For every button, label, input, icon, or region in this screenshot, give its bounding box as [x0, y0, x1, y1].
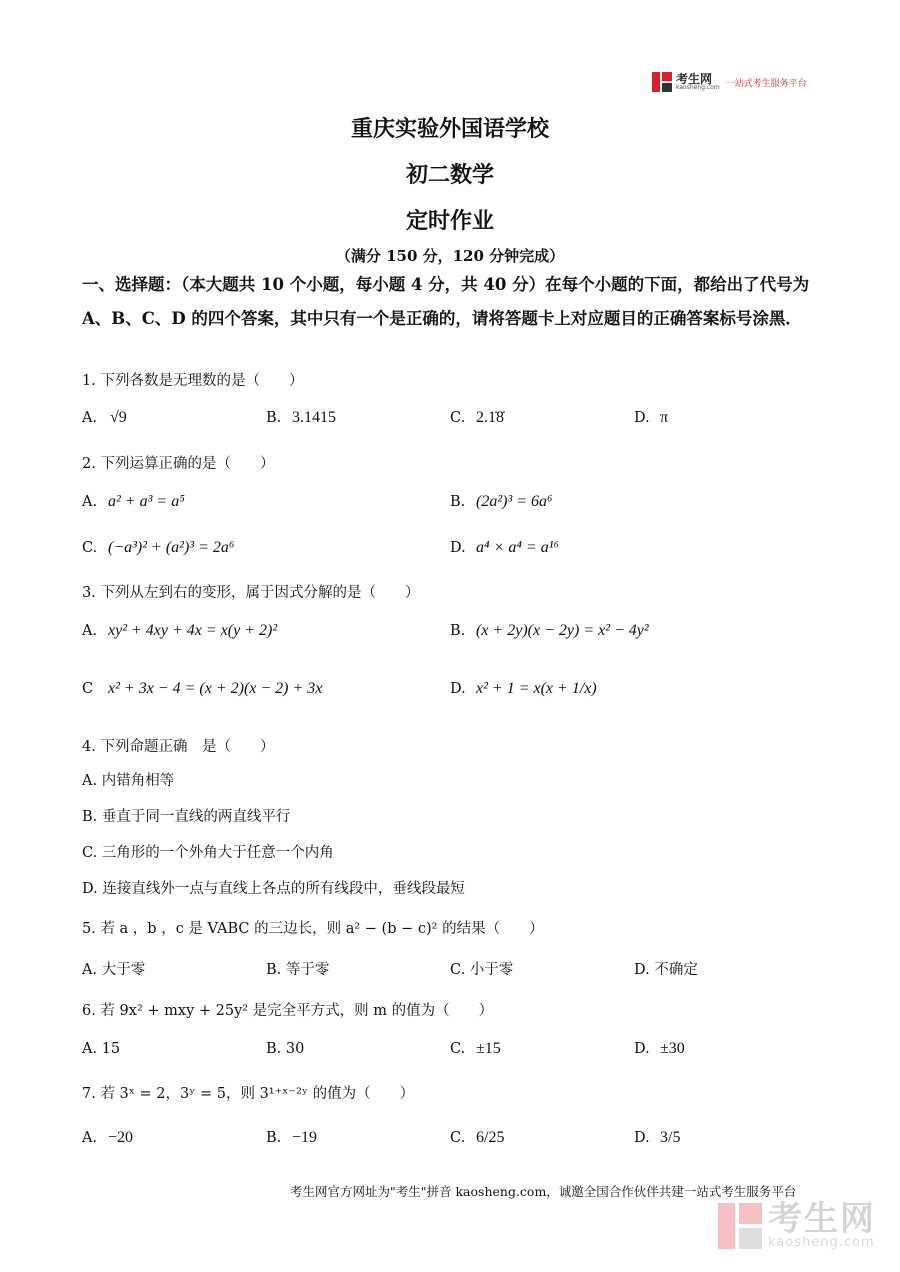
q5-option-b: B. 等于零 [266, 962, 330, 978]
q2-option-b-label: B. [450, 494, 466, 510]
q3-option-c: x² + 3x − 4 = (x + 2)(x − 2) + 3x [108, 680, 323, 697]
q7-option-b: −19 [292, 1129, 318, 1146]
q2-option-d-label: D. [450, 540, 466, 556]
q4-option-c: C. 三角形的一个外角大于任意一个内角 [82, 845, 334, 861]
q6-option-c: ±15 [476, 1040, 501, 1057]
q3-option-b: (x + 2y)(x − 2y) = x² − 4y² [476, 622, 649, 639]
q6-option-d-label: D. [634, 1041, 650, 1057]
watermark-logo [718, 1199, 876, 1250]
watermark-domain: kaosheng.com [768, 1235, 875, 1250]
school-title: 重庆实验外国语学校 [350, 116, 549, 142]
question-1-stem: 1. 下列各数是无理数的是（ ） [82, 373, 304, 389]
q1-option-b: 3.1415 [292, 409, 336, 426]
q3-option-d: x² + 1 = x(x + 1/x) [476, 680, 597, 697]
q5-option-d: D. 不确定 [634, 962, 698, 978]
q3-option-c-label: C [82, 681, 94, 697]
q5-option-a: A. 大于零 [82, 962, 146, 978]
q2-option-d: a⁴ × a⁴ = a¹⁶ [476, 539, 560, 556]
q7-option-c: 6/25 [476, 1129, 505, 1146]
top-logo [652, 72, 807, 92]
section-heading: 一、选择题：（本大题共 10 个小题，每小题 4 分，共 40 分）在每个小题的下面，都给出了代号为 A、B、C、D 的四个答案，其中只有一个是正确的，请将答题卡上对应题目的正确答案标号涂黑． [82, 275, 810, 328]
q1-option-b-label: B. [266, 410, 282, 426]
q5-option-c: C. 小于零 [450, 962, 514, 978]
q7-option-c-label: C. [450, 1130, 466, 1146]
q2-option-b: (2a²)³ = 6a⁶ [476, 493, 553, 510]
q4-option-a: A. 内错角相等 [82, 773, 175, 789]
q1-option-a-label: A. [82, 410, 98, 426]
kaosheng-logo-icon [652, 72, 672, 92]
logo-domain: kaosheng.com [676, 84, 720, 91]
q6-option-b: B. 30 [266, 1041, 305, 1057]
q1-option-d-label: D. [634, 410, 650, 426]
q6-option-d: ±30 [660, 1040, 685, 1057]
grade-title: 初二数学 [405, 162, 494, 188]
question-3-stem: 3. 下列从左到右的变形，属于因式分解的是（ ） [82, 585, 420, 601]
question-6-stem: 6. 若 9x² + mxy + 25y² 是完全平方式，则 m 的值为（ ） [82, 1003, 494, 1019]
q1-option-d: π [660, 409, 669, 426]
q4-option-d: D. 连接直线外一点与直线上各点的所有线段中，垂线段最短 [82, 881, 465, 897]
q4-option-b: B. 垂直于同一直线的两直线平行 [82, 809, 291, 825]
logo-name: 考生网 [676, 72, 713, 86]
q7-option-a: −20 [108, 1129, 134, 1146]
question-2-stem: 2. 下列运算正确的是（ ） [82, 456, 275, 472]
q7-option-b-label: B. [266, 1130, 282, 1146]
q1-option-c-label: C. [450, 410, 466, 426]
assignment-title: 定时作业 [405, 208, 494, 234]
q2-option-c: (−a³)² + (a²)³ = 2a⁶ [108, 539, 235, 556]
question-5-stem: 5. 若 a ，b ，c 是 VABC 的三边长，则 a² − (b − c)² 的结果（ ） [82, 921, 544, 937]
question-4-stem: 4. 下列命题正确 是（ ） [82, 739, 275, 755]
q2-option-a-label: A. [82, 494, 98, 510]
logo-slogan: 一站式考生服务平台 [725, 78, 807, 89]
q6-option-c-label: C. [450, 1041, 466, 1057]
q1-option-c: 2.1̇8̇ [476, 409, 504, 426]
kaosheng-watermark-icon [718, 1203, 762, 1249]
question-7-stem: 7. 若 3ˣ = 2，3ʸ = 5，则 3¹⁺ˣ⁻²ʸ 的值为（ ） [82, 1086, 415, 1102]
q3-option-a-label: A. [82, 623, 98, 639]
q3-option-b-label: B. [450, 623, 466, 639]
score-note: （满分 150 分，120 分钟完成） [335, 247, 565, 265]
q7-option-d: 3/5 [660, 1129, 681, 1146]
q2-option-c-label: C. [82, 540, 98, 556]
q6-option-a: A. 15 [82, 1041, 121, 1057]
q2-option-a: a² + a³ = a⁵ [108, 493, 185, 510]
q7-option-d-label: D. [634, 1130, 650, 1146]
q3-option-a: xy² + 4xy + 4x = x(y + 2)² [108, 622, 278, 639]
q7-option-a-label: A. [82, 1130, 98, 1146]
watermark-name: 考生网 [768, 1199, 876, 1239]
q3-option-d-label: D. [450, 681, 466, 697]
q1-option-a: √9 [110, 409, 127, 426]
footer-text: 考生网官方网址为"考生"拼音 kaosheng.com，诚邀全国合作伙伴共建一站式考生服务平台 [290, 1184, 797, 1199]
